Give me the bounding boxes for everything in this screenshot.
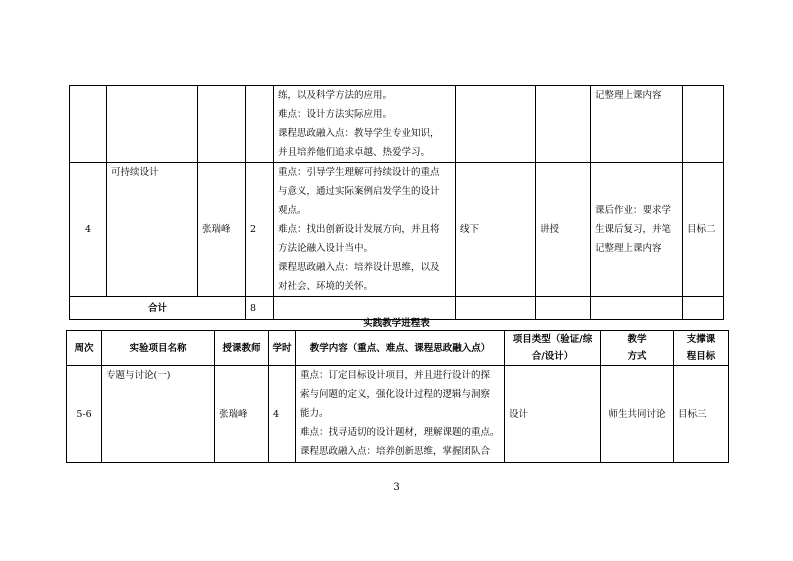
hours-cell: 2: [246, 163, 274, 297]
project-name-cell: 可持续设计: [107, 163, 198, 297]
practice-schedule-table: [66, 330, 729, 463]
content-line: 索与问题的定义，强化设计过程的逻辑与洞察: [300, 389, 491, 400]
header-goal: 支撑课 程目标: [674, 331, 729, 366]
course-schedule-table: [69, 85, 724, 320]
content-line: 方法论融入设计当中。: [278, 243, 374, 254]
content-line: 课程思政融入点：培养设计思维，以及: [278, 262, 440, 273]
content-line: 与意义，通过实际案例启发学生的设计: [278, 186, 440, 197]
method-cell: 讲授: [536, 163, 591, 297]
header-hours: 学时: [269, 331, 296, 366]
homework-line: 课后作业：要求学: [595, 205, 672, 216]
content-line: 难点：设计方法实际应用。: [278, 109, 393, 120]
homework-line: 记整理上课内容: [595, 243, 662, 254]
header-project-name: 实验项目名称: [102, 331, 215, 366]
table-row: [67, 366, 729, 463]
content-line: 难点：找寻适切的设计题材，理解课题的重点。: [300, 427, 500, 438]
goal-cell: 目标二: [683, 163, 724, 297]
header-content: 教学内容（重点、难点、课程思政融入点）: [296, 331, 505, 366]
content-cell: [274, 86, 456, 163]
page-number: 3: [393, 482, 400, 493]
header-method: 教学 方式: [601, 331, 674, 366]
teacher-cell: 张瑞峰: [215, 366, 269, 463]
project-type-cell: 设计: [505, 366, 601, 463]
goal-cell: 目标三: [674, 366, 729, 463]
homework-cell: [591, 163, 683, 297]
content-line: 对社会、环境的关怀。: [278, 281, 374, 292]
method-cell: 师生共同讨论: [601, 366, 674, 463]
header-week: 周次: [67, 331, 102, 366]
total-row: [70, 297, 724, 320]
content-line: 能力。: [300, 408, 329, 419]
week-cell: 4: [70, 163, 107, 297]
content-line: 难点：找出创新设计发展方向，并且将: [278, 224, 440, 235]
homework-cell: [591, 86, 683, 163]
homework-line: 记整理上课内容: [595, 90, 662, 101]
week-cell: 5-6: [67, 366, 102, 463]
total-label: 合计: [70, 297, 246, 320]
header-project-type: 项目类型（验证/综 合/设计）: [505, 331, 601, 366]
header-row: [67, 331, 729, 366]
content-line: 重点：引导学生理解可持续设计的重点: [278, 167, 440, 178]
table-row: [70, 86, 724, 163]
content-line: 并且培养他们追求卓越、热爱学习。: [278, 147, 431, 158]
practice-table-title: 实践教学进程表: [363, 318, 430, 329]
total-hours: 8: [246, 297, 274, 320]
hours-cell: 4: [269, 366, 296, 463]
header-teacher: 授课教师: [215, 331, 269, 366]
mode-cell: 线下: [456, 163, 536, 297]
content-line: 课程思政融入点：培养创新思维，掌握团队合: [300, 446, 491, 457]
content-line: 练，以及科学方法的应用。: [278, 90, 393, 101]
content-cell: [296, 366, 505, 463]
table-row: [70, 163, 724, 297]
content-line: 重点：订定目标设计项目，并且进行设计的探: [300, 370, 491, 381]
homework-line: 生课后复习，并笔: [595, 224, 672, 235]
content-line: 课程思政融入点：教导学生专业知识，: [278, 128, 440, 139]
teacher-cell: 张瑞峰: [198, 163, 246, 297]
content-line: 观点。: [278, 205, 307, 216]
project-name-cell: 专题与讨论(一): [102, 366, 215, 463]
content-cell: [274, 163, 456, 297]
